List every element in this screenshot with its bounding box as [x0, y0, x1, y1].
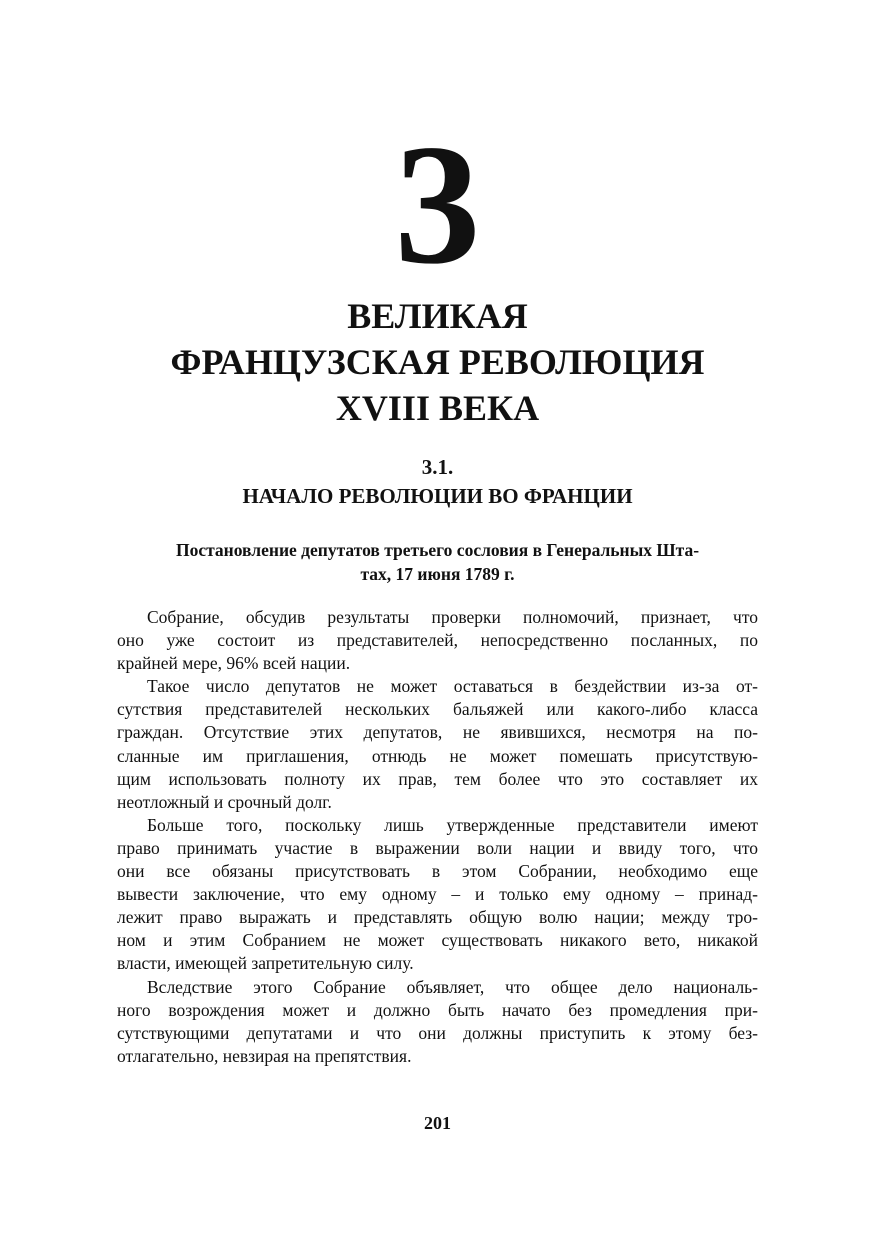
text-line: Такое число депутатов не может оставаться в бездействии из-за от-: [147, 676, 758, 697]
document-heading: [120, 538, 755, 586]
text-line: право принимать участие в выражении воли нации и ввиду того, что: [117, 837, 758, 858]
text-line: Вследствие этого Собрание объявляет, что общее дело националь-: [147, 976, 758, 997]
chapter-number: 3: [394, 110, 481, 300]
paragraph: [117, 976, 758, 1068]
section-number: 3.1.: [421, 455, 454, 479]
text-line: отлагательно, невзирая на препятствия.: [117, 1045, 412, 1066]
text-line: ном и этим Собранием не может существовать никакого вето, никакой: [117, 930, 758, 951]
body-text: [117, 606, 758, 1068]
text-line: вывести заключение, что ему одному – и только ему одному – принад-: [117, 884, 758, 905]
text-line: власти, имеющей запретительную силу.: [117, 953, 414, 974]
text-line: щим использовать полноту их прав, тем более что это составляет их: [117, 768, 758, 789]
text-line: оно уже состоит из представителей, непосредственно посланных, по: [117, 630, 758, 651]
text-line: Собрание, обсудив результаты проверки полномочий, признает, что: [147, 607, 758, 627]
section-title: НАЧАЛО РЕВОЛЮЦИИ ВО ФРАНЦИИ: [242, 484, 633, 508]
paragraph: [117, 675, 758, 814]
text-line: лежит право выражать и представлять общую волю нации; между тро-: [117, 907, 758, 928]
document-heading-line: тах, 17 июня 1789 г.: [360, 564, 515, 584]
paragraph: [117, 814, 758, 976]
text-line: сланные им приглашения, отнюдь не может помешать присутствую-: [117, 745, 758, 766]
text-line: неотложный и срочный долг.: [117, 791, 332, 812]
text-line: Больше того, поскольку лишь утвержденные представители имеют: [147, 814, 758, 835]
text-line: сутствующими депутатами и что они должны приступить к этому без-: [117, 1022, 758, 1043]
page-number: 201: [424, 1113, 451, 1133]
paragraph: [117, 606, 758, 675]
text-line: ного возрождения может и должно быть начато без промедления при-: [117, 999, 758, 1020]
chapter-title: [0, 293, 875, 431]
text-line: они все обязаны присутствовать в этом Собрании, необходимо еще: [117, 861, 758, 882]
text-line: граждан. Отсутствие этих депутатов, не явившихся, несмотря на по-: [117, 722, 758, 743]
text-line: сутствия представителей нескольких бальяжей или какого-либо класса: [117, 699, 758, 720]
chapter-title-line: XVIII ВЕКА: [335, 388, 540, 428]
chapter-title-line: ФРАНЦУЗСКАЯ РЕВОЛЮЦИЯ: [170, 342, 705, 382]
text-line: крайней мере, 96% всей нации.: [117, 653, 351, 674]
document-heading-line: Постановление депутатов третьего сословия в Генеральных Шта-: [175, 540, 700, 560]
chapter-title-line: ВЕЛИКАЯ: [347, 296, 528, 336]
